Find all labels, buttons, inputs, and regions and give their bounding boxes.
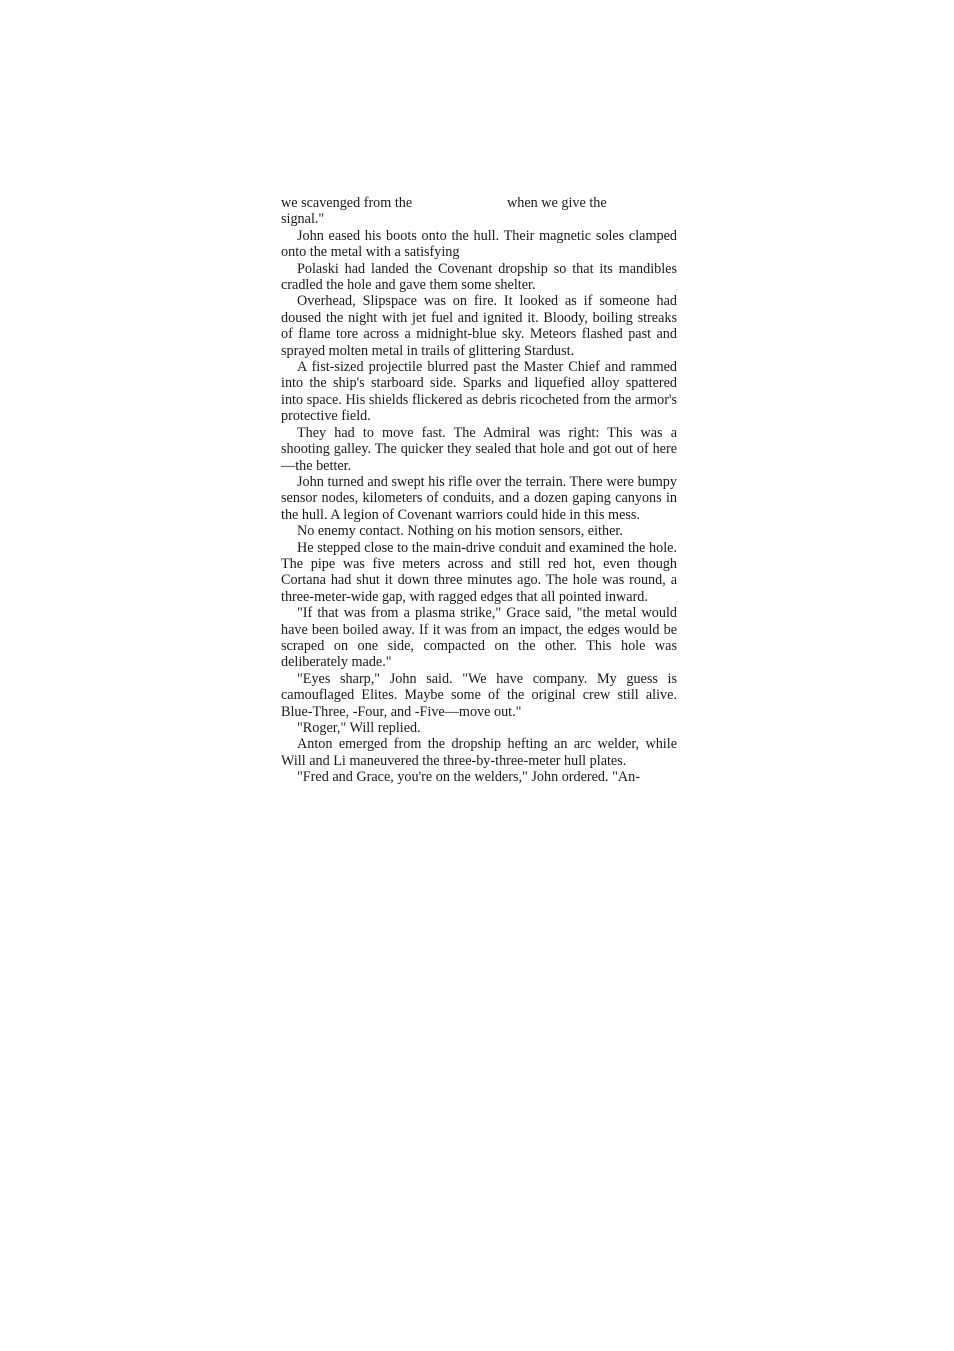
paragraph: "If that was from a plasma strike," Grace said, "the metal would have been boiled away. If it was from an impact, the edges would be scraped on one side, compacted on the other. This hole was deliberately made." bbox=[281, 605, 677, 671]
paragraph: They had to move fast. The Admiral was right: This was a shooting galley. The quicker they sealed that hole and got out of here—the better. bbox=[281, 424, 677, 474]
paragraph: Polaski had landed the Covenant dropship so that its mandibles cradled the hole and gave them some shelter. bbox=[281, 260, 677, 294]
paragraph: A fist-sized projectile blurred past the Master Chief and rammed into the ship's starboard side. Sparks and liquefied alloy spattered into space. His shields flickered as debris ricocheted from the armor's protective field. bbox=[281, 359, 677, 425]
paragraph: Anton emerged from the dropship hefting an arc welder, while Will and Li maneuvered the three-by-three-meter hull plates. bbox=[281, 736, 677, 769]
paragraph: He stepped close to the main-drive conduit and examined the hole. The pipe was five meters across and still red hot, even though Cortana had shut it down three minutes ago. The hole was round, a three-meter-wide gap, with ragged edges that all pointed inward. bbox=[281, 539, 677, 605]
paragraph: Overhead, Slipspace was on fire. It looked as if someone had doused the night with jet fuel and ignited it. Bloody, boiling streaks of flame tore across a midnight-blue sky. Meteors flashed past and sprayed molten metal in trails of glittering Stardust. bbox=[281, 293, 677, 359]
paragraph: "Fred and Grace, you're on the welders," John ordered. "An- bbox=[297, 769, 640, 786]
opening-fragment-right: when we give the bbox=[507, 195, 607, 211]
paragraph: "Eyes sharp," John said. "We have company. My guess is camouflaged Elites. Maybe some of the original crew still alive. Blue-Three, -Four, and -Five—move out." bbox=[281, 670, 677, 720]
book-page-text bbox=[281, 195, 677, 786]
paragraph: John eased his boots onto the hull. Their magnetic soles clamped onto the metal with a satisfying bbox=[281, 227, 677, 261]
opening-fragment-left: we scavenged from the bbox=[281, 195, 413, 211]
paragraph: "Roger," Will replied. bbox=[297, 720, 421, 736]
paragraph: John turned and swept his rifle over the terrain. There were bumpy sensor nodes, kilometers of conduits, and a dozen gaping canyons in the hull. A legion of Covenant warriors could hide in this mess. bbox=[281, 473, 677, 523]
paragraph: No enemy contact. Nothing on his motion sensors, either. bbox=[297, 523, 623, 540]
opening-fragment-line bbox=[281, 195, 677, 211]
opening-fragment-continued: signal." bbox=[281, 211, 325, 228]
